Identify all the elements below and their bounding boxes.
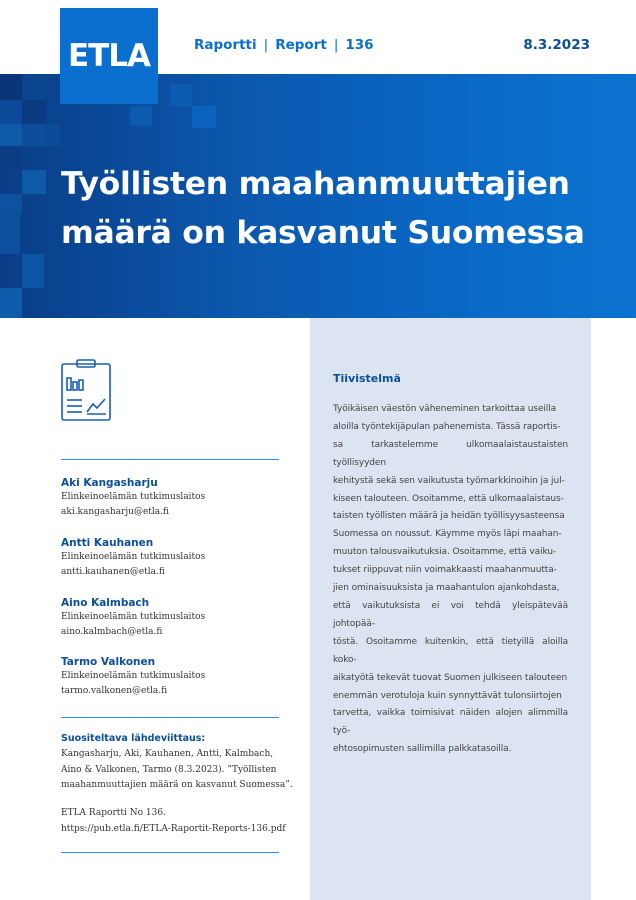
author-name: Aino Kalmbach bbox=[61, 597, 150, 609]
report-number-line: ETLA Raportti No 136. bbox=[61, 808, 166, 818]
report-reference bbox=[61, 806, 301, 837]
separator: | bbox=[333, 37, 339, 53]
report-date: 8.3.2023 bbox=[523, 37, 590, 53]
citation-text bbox=[61, 747, 296, 794]
divider bbox=[61, 852, 279, 853]
summary-text bbox=[333, 401, 568, 759]
summary-line: ehtosopimusten sallimilla palkkatasoilla. bbox=[333, 744, 512, 755]
etla-logo: ETLA bbox=[60, 8, 158, 104]
summary-line: jien ominaisuuksista ja maahantulon ajankohdasta, bbox=[333, 583, 560, 594]
author-email[interactable]: antti.kauhanen@etla.fi bbox=[61, 567, 165, 577]
title-line-1: Työllisten maahanmuuttajien bbox=[61, 166, 570, 202]
author-org: Elinkeinoelämän tutkimuslaitos bbox=[61, 492, 206, 502]
summary-line: sa tarkastelemme ulkomaalaistaustaisten työllisyyden bbox=[333, 439, 568, 468]
author-block bbox=[61, 476, 291, 520]
author-block bbox=[61, 596, 291, 640]
report-number: 136 bbox=[345, 37, 374, 53]
summary-line: muuton talousvaikutuksia. Osoitamme, että vaiku- bbox=[333, 547, 557, 558]
summary-line: aloilla työntekijäpulan pahenemista. Tässä raportis- bbox=[333, 421, 561, 432]
author-org: Elinkeinoelämän tutkimuslaitos bbox=[61, 552, 206, 562]
summary-line: enemmän verotuloja kuin synnyttävät tulonsiirtojen bbox=[333, 690, 562, 701]
series-en-label: Report bbox=[275, 37, 327, 53]
author-email[interactable]: aki.kangasharju@etla.fi bbox=[61, 507, 170, 517]
divider bbox=[61, 459, 279, 460]
report-series bbox=[194, 37, 374, 53]
summary-line: kiseen talouteen. Osoitamme, että ulkomaalaistaus- bbox=[333, 493, 564, 504]
summary-heading: Tiivistelmä bbox=[333, 372, 401, 385]
summary-line: Suomessa on noussut. Käymme myös läpi maahan- bbox=[333, 529, 562, 540]
summary-line: että vaikutuksista ei voi tehdä yleispätevää johtopää- bbox=[333, 600, 568, 629]
author-block bbox=[61, 536, 291, 580]
summary-line: töstä. Osoitamme kuitenkin, että tietyillä aloilla koko- bbox=[333, 636, 568, 665]
page-title bbox=[61, 160, 621, 258]
divider bbox=[61, 717, 279, 718]
summary-line: Työikäisen väestön väheneminen tarkoittaa useilla bbox=[333, 404, 556, 414]
report-document-icon bbox=[60, 358, 112, 422]
report-url-link[interactable]: https://pub.etla.fi/ETLA-Raportit-Reports-136.pdf bbox=[61, 823, 286, 834]
author-org: Elinkeinoelämän tutkimuslaitos bbox=[61, 612, 206, 622]
author-email[interactable]: tarmo.valkonen@etla.fi bbox=[61, 686, 168, 696]
author-email[interactable]: aino.kalmbach@etla.fi bbox=[61, 627, 163, 637]
summary-line: kehitystä sekä sen vaikutusta työmarkkinoihin ja jul- bbox=[333, 475, 565, 486]
summary-line: aikatyötä tekevät tuovat Suomen julkiseen talouteen bbox=[333, 672, 568, 683]
summary-line: taisten työllisten määrä ja heidän työllisyysasteensa bbox=[333, 511, 565, 522]
author-org: Elinkeinoelämän tutkimuslaitos bbox=[61, 671, 206, 681]
summary-line: tarvetta, vaikka toimisivat näiden alojen alimmilla työ- bbox=[333, 708, 568, 737]
author-name: Tarmo Valkonen bbox=[61, 656, 156, 668]
citation-line: Aino & Valkonen, Tarmo (8.3.2023). ”Työllisten bbox=[61, 764, 277, 775]
series-fi-label: Raportti bbox=[194, 37, 257, 53]
separator: | bbox=[263, 37, 269, 53]
summary-line: tukset riippuvat niin voimakkaasti maahanmuutta- bbox=[333, 565, 557, 576]
author-name: Antti Kauhanen bbox=[61, 537, 154, 549]
author-name: Aki Kangasharju bbox=[61, 477, 158, 489]
author-block bbox=[61, 655, 291, 699]
citation-line: maahanmuuttajien määrä on kasvanut Suomessa”. bbox=[61, 780, 293, 790]
title-line-2: määrä on kasvanut Suomessa bbox=[61, 215, 585, 251]
citation-heading: Suositeltava lähdeviittaus: bbox=[61, 733, 206, 744]
citation-line: Kangasharju, Aki, Kauhanen, Antti, Kalmbach, bbox=[61, 749, 274, 759]
